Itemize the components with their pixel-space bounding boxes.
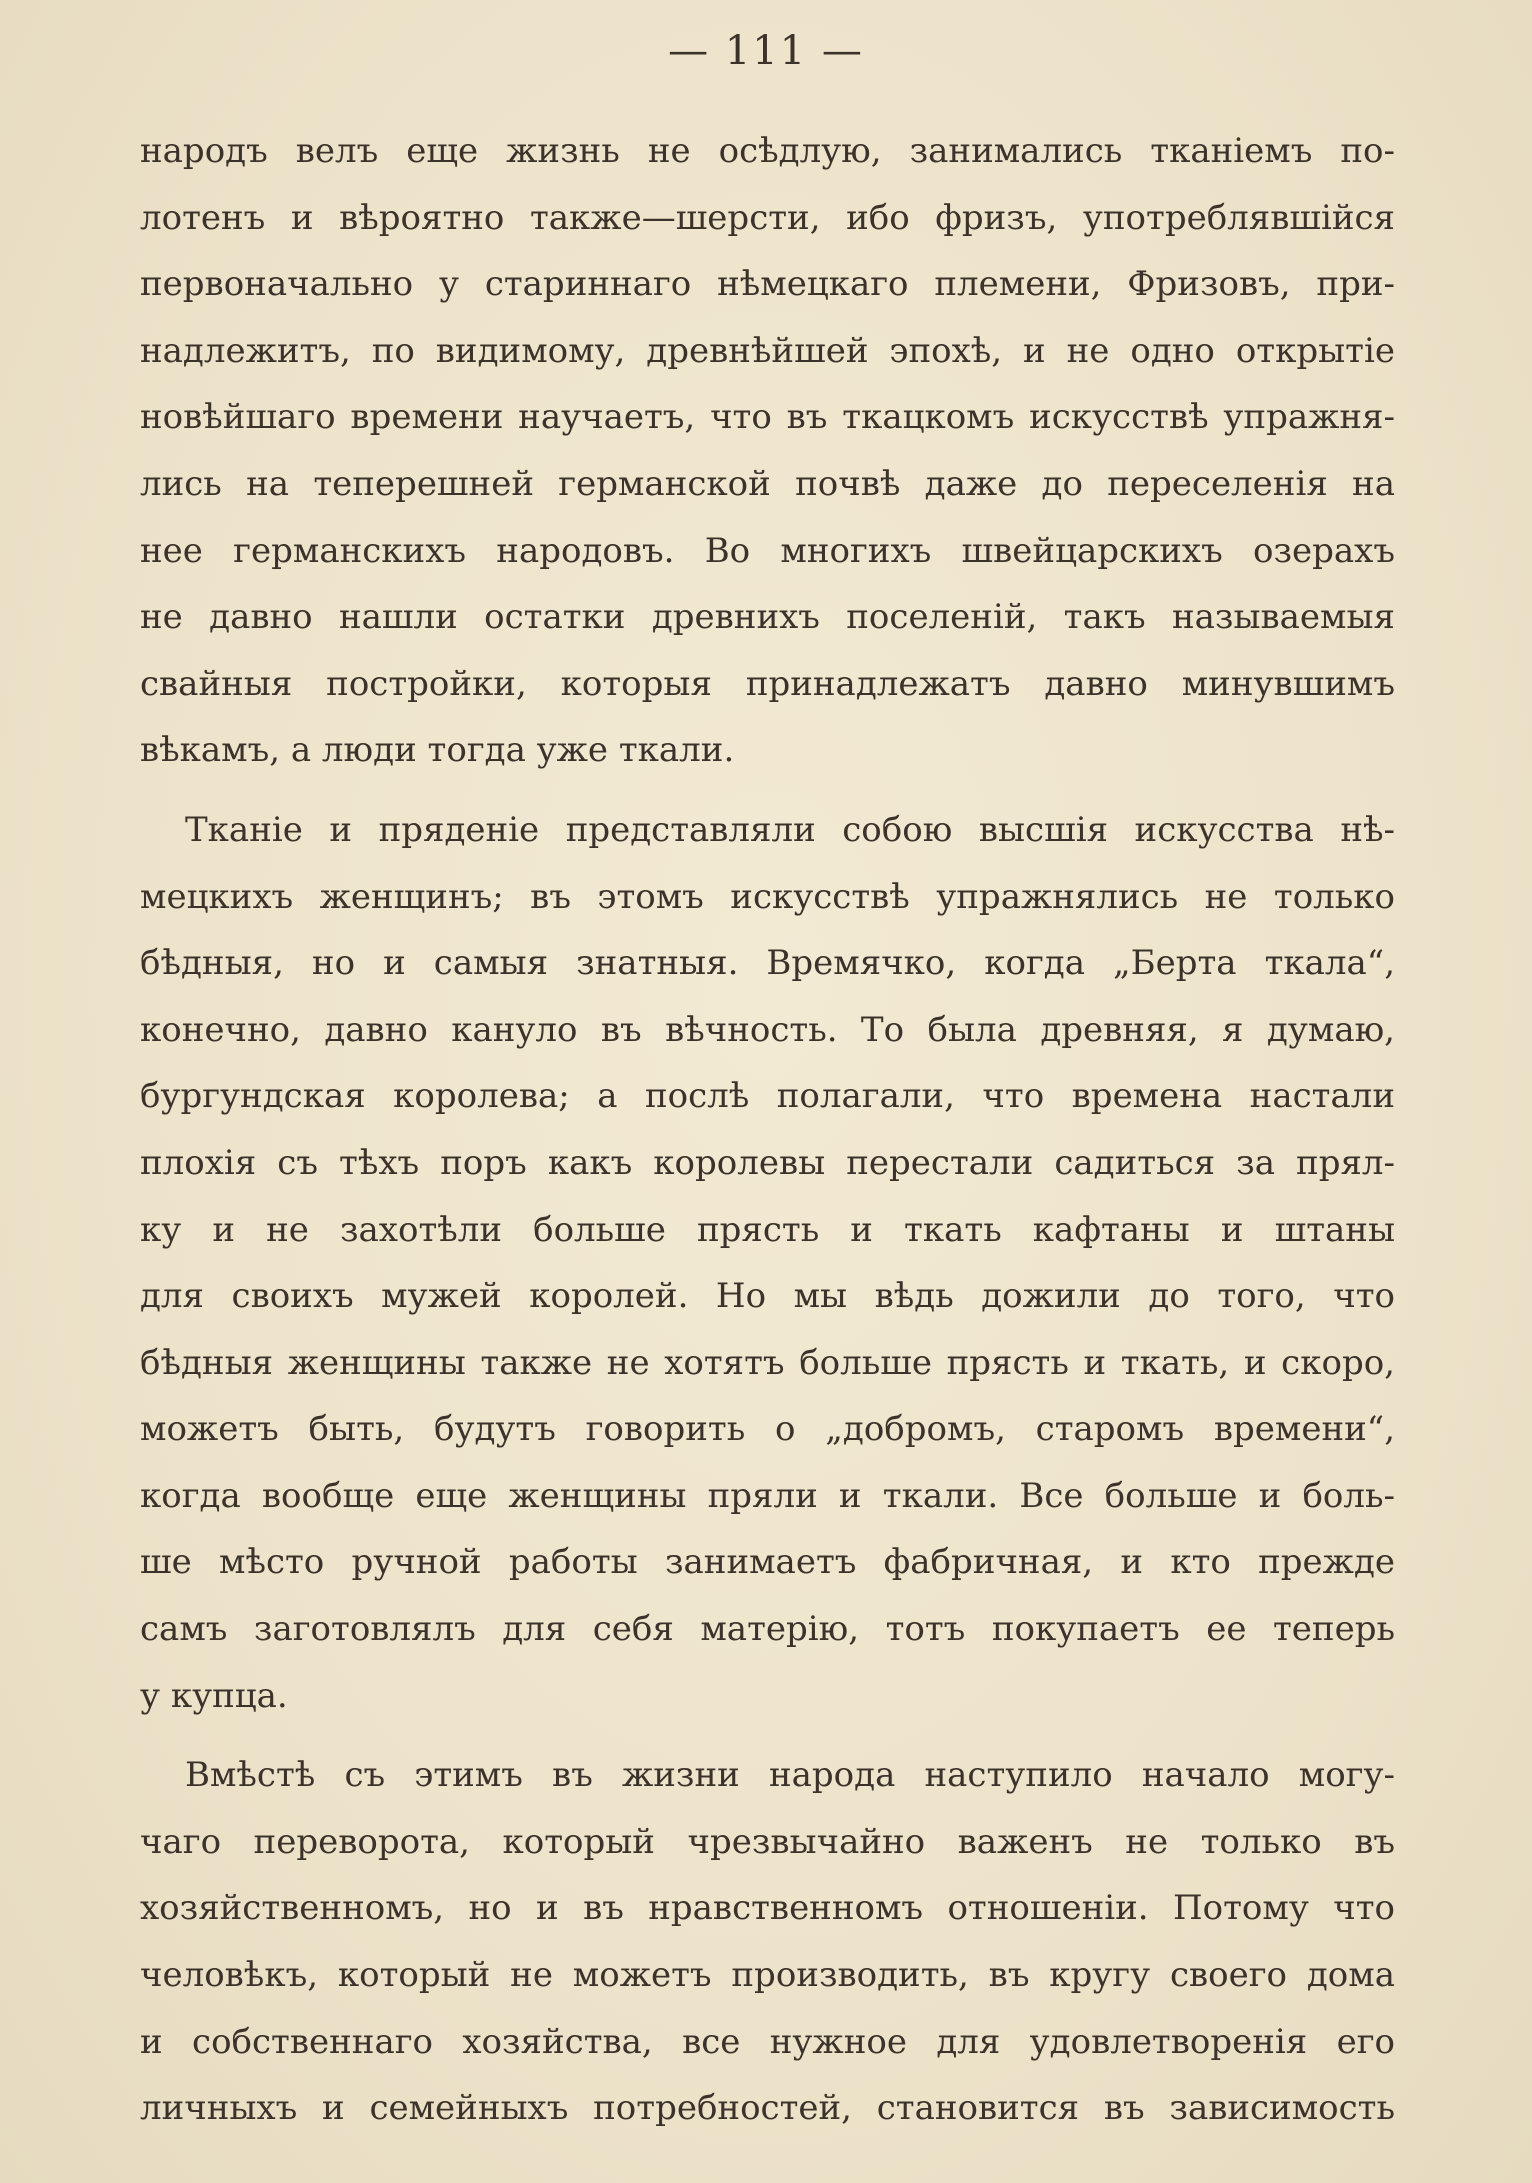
text-line: хозяйственномъ, но и въ нравственномъ отношеніи. Потому что xyxy=(140,1888,1395,1929)
text-line: лись на теперешней германской почвѣ даже до переселенія на xyxy=(140,463,1395,504)
text-line: конечно, давно кануло въ вѣчность. То была древняя, я думаю, xyxy=(140,1009,1395,1050)
text-line: первоначально у стариннаго нѣмецкаго племени, Фризовъ, при- xyxy=(140,264,1395,305)
text-line: самъ заготовлялъ для себя матерію, тотъ покупаетъ ее теперь xyxy=(140,1609,1395,1650)
text-line: вѣкамъ, а люди тогда уже ткали. xyxy=(140,730,735,771)
text-line: чаго переворота, который чрезвычайно важенъ не только въ xyxy=(140,1821,1395,1862)
text-line: новѣйшаго времени научаетъ, что въ ткацкомъ искусствѣ упражня- xyxy=(140,397,1395,438)
text-line: Вмѣстѣ съ этимъ въ жизни народа наступило начало могу- xyxy=(185,1755,1395,1796)
paragraph-2 xyxy=(140,797,1395,1729)
text-line: можетъ быть, будутъ говорить о „добромъ, старомъ времени“, xyxy=(140,1409,1395,1450)
text-line: плохія съ тѣхъ поръ какъ королевы перестали садиться за прял- xyxy=(140,1142,1395,1183)
text-line: и собственнаго хозяйства, все нужное для удовлетворенія его xyxy=(140,2021,1395,2062)
text-line: личныхъ и семейныхъ потребностей, становится въ зависимость xyxy=(140,2088,1395,2129)
text-line: ше мѣсто ручной работы занимаетъ фабричная, и кто прежде xyxy=(140,1542,1395,1583)
text-line: лотенъ и вѣроятно также—шерсти, ибо фризъ, употреблявшійся xyxy=(140,197,1395,238)
body-text xyxy=(140,118,1395,2142)
text-line: бѣдныя женщины также не хотятъ больше прясть и ткать, и скоро, xyxy=(140,1342,1395,1383)
text-line: Тканіе и пряденіе представляли собою высшія искусства нѣ- xyxy=(185,809,1395,850)
text-line: не давно нашли остатки древнихъ поселеній, такъ называемыя xyxy=(140,597,1395,638)
text-line: народъ велъ еще жизнь не осѣдлую, занимались тканіемъ по- xyxy=(140,131,1395,171)
text-line: ку и не захотѣли больше прясть и ткать кафтаны и штаны xyxy=(140,1209,1395,1250)
text-line: надлежитъ, по видимому, древнѣйшей эпохѣ, и не одно открытіе xyxy=(140,330,1395,371)
paragraph-3 xyxy=(140,1742,1395,2142)
text-line: человѣкъ, который не можетъ производить, въ кругу своего дома xyxy=(140,1955,1395,1996)
text-line: когда вообще еще женщины пряли и ткали. Все больше и боль- xyxy=(140,1475,1395,1516)
text-line: свайныя постройки, которыя принадлежатъ давно минувшимъ xyxy=(140,663,1395,704)
paragraph-1 xyxy=(140,118,1395,784)
page-number: — 111 — xyxy=(668,28,864,74)
text-line: бургундская королева; а послѣ полагали, что времена настали xyxy=(140,1076,1395,1117)
text-line: для своихъ мужей королей. Но мы вѣдь дожили до того, что xyxy=(140,1276,1395,1317)
text-line: бѣдныя, но и самыя знатныя. Времячко, когда „Берта ткала“, xyxy=(140,943,1395,984)
text-line: нее германскихъ народовъ. Во многихъ швейцарскихъ озерахъ xyxy=(140,530,1395,571)
text-line: мецкихъ женщинъ; въ этомъ искусствѣ упражнялись не только xyxy=(140,876,1395,917)
text-line: у купца. xyxy=(140,1675,288,1716)
